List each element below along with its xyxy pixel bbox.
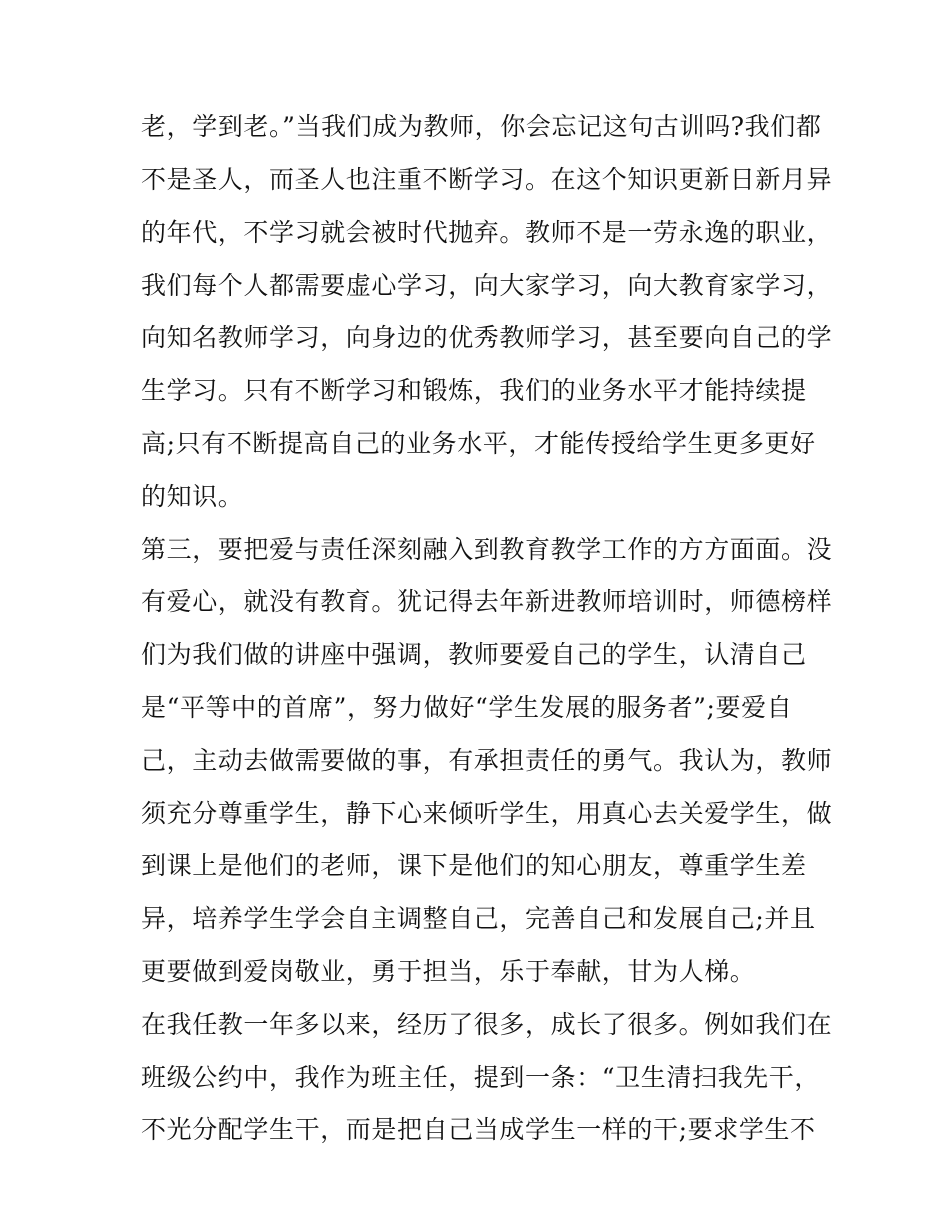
text-line: 异，培养学生学会自主调整自己，完善自己和发展自己;并且 [141, 904, 816, 933]
text-line: 班级公约中，我作为班主任，提到一条：“卫生清扫我先干， [141, 1063, 820, 1092]
text-line: 高;只有不断提高自己的业务水平，才能传授给学生更多更好 [141, 429, 816, 458]
text-line: 更要做到爱岗敬业，勇于担当，乐于奉献，甘为人梯。 [141, 957, 756, 986]
text-line: 不光分配学生干，而是把自己当成学生一样的干;要求学生不 [141, 1115, 816, 1144]
text-line: 的年代，不学习就会被时代抛弃。教师不是一劳永逸的职业， [141, 218, 833, 247]
text-line: 我们每个人都需要虚心学习，向大家学习，向大教育家学习， [141, 271, 833, 300]
text-line: 的知识。 [141, 482, 244, 511]
text-line: 不是圣人，而圣人也注重不断学习。在这个知识更新日新月异 [141, 165, 833, 194]
text-line: 有爱心，就没有教育。犹记得去年新进教师培训时，师德榜样 [141, 587, 833, 616]
text-line: 生学习。只有不断学习和锻炼，我们的业务水平才能持续提 [141, 376, 807, 405]
text-line: 在我任教一年多以来，经历了很多，成长了很多。例如我们在 [141, 1010, 833, 1039]
text-line: 是“平等中的首席”，努力做好“学生发展的服务者”;要爱自 [141, 693, 793, 722]
text-line: 到课上是他们的老师，课下是他们的知心朋友，尊重学生差 [141, 851, 807, 880]
text-line: 向知名教师学习，向身边的优秀教师学习，甚至要向自己的学 [141, 323, 833, 352]
text-line: 们为我们做的讲座中强调，教师要爱自己的学生，认清自己 [141, 640, 807, 669]
text-line: 须充分尊重学生，静下心来倾听学生，用真心去关爱学生，做 [141, 799, 833, 828]
text-line: 己，主动去做需要做的事，有承担责任的勇气。我认为，教师 [141, 746, 833, 775]
text-line: 老，学到老。”当我们成为教师，你会忘记这句古训吗?我们都 [141, 112, 822, 141]
text-line: 第三，要把爱与责任深刻融入到教育教学工作的方方面面。没 [141, 535, 833, 564]
